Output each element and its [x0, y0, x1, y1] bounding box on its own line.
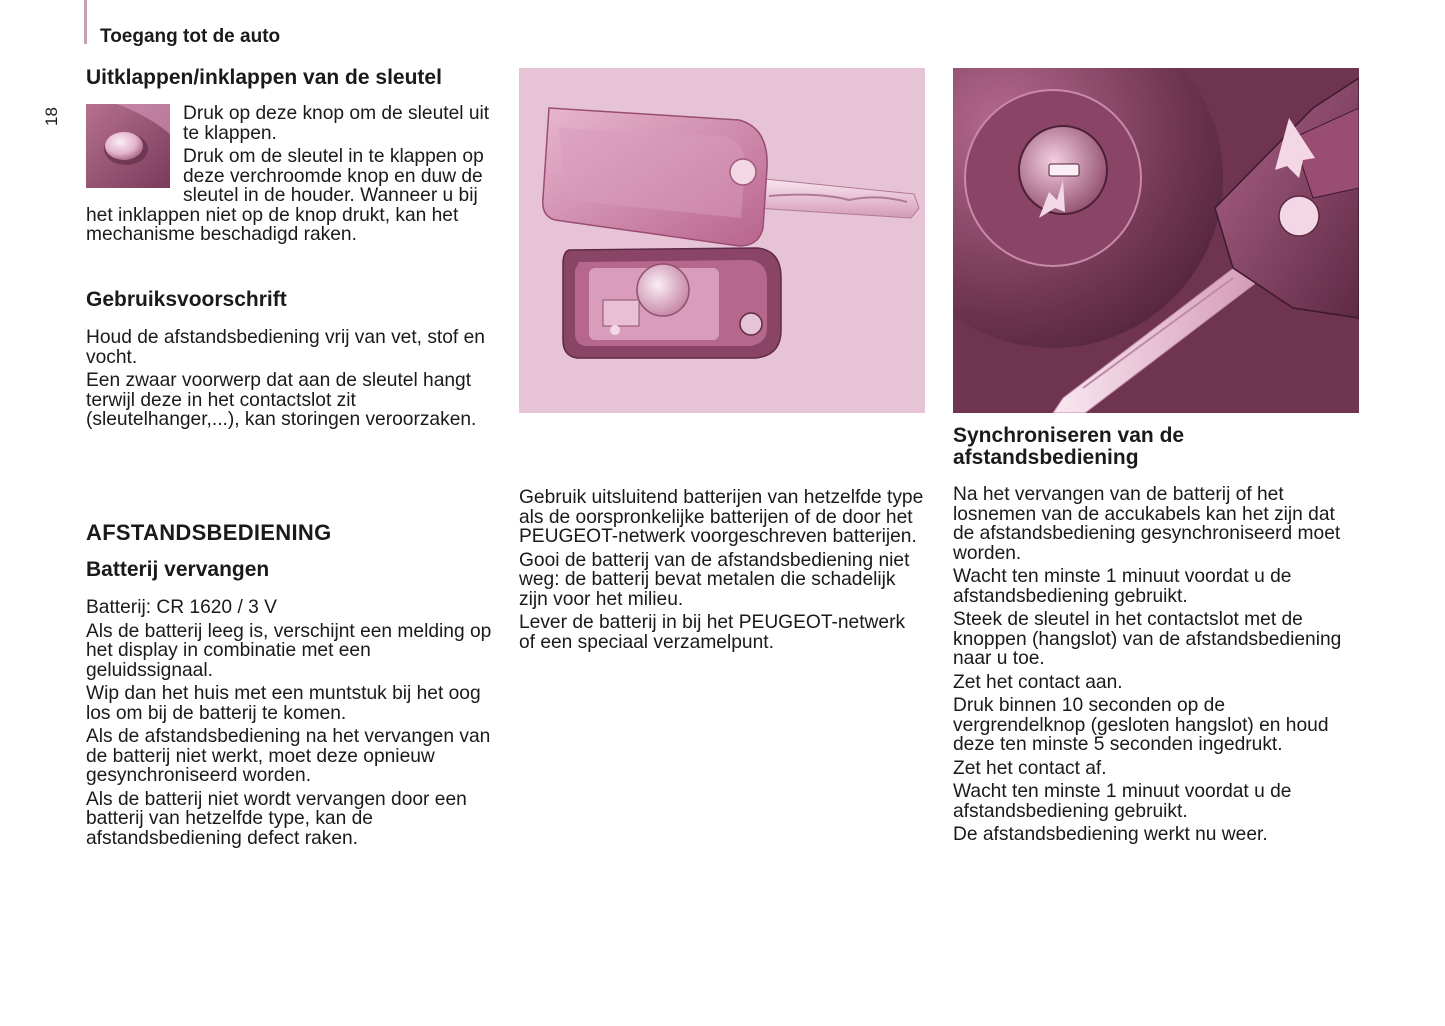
page-number: 18	[42, 107, 61, 126]
fold-heading: Uitklappen/inklappen van de sleutel	[86, 66, 442, 89]
battery-text-3: Wip dan het huis met een muntstuk bij het oog los om bij de batterij te komen.	[86, 683, 481, 724]
battery-notes	[519, 488, 925, 656]
battery-heading: Batterij vervangen	[86, 558, 270, 581]
battery-text-4: Als de afstandsbediening na het vervangen van de batterij niet werkt, moet deze opnieuw gesynchroniseerd worden.	[86, 726, 491, 786]
col3-text-1: Na het vervangen van de batterij of het losnemen van de accukabels kan het zijn dat de afstandsbediening gesynchroniseerd moet worden.	[953, 484, 1341, 564]
usage-heading: Gebruiksvoorschrift	[86, 288, 287, 311]
col2-text-2: Gooi de batterij van de afstandsbediening niet weg: de batterij bevat metalen die schadelijk zijn voor het milieu.	[519, 549, 910, 610]
sync-section	[953, 425, 1359, 849]
col3-text-6: Zet het contact af.	[953, 757, 1107, 779]
section-title: Toegang tot de auto	[100, 26, 281, 47]
usage-text-2: Een zwaar voorwerp dat aan de sleutel hangt terwijl deze in het contactslot zit (sleutelhanger,...), kan storingen veroorzaken.	[86, 370, 477, 430]
col3-text-8: De afstandsbediening werkt nu weer.	[953, 824, 1268, 845]
key-battery-illustration	[519, 68, 925, 413]
usage-section	[86, 288, 498, 434]
col3-text-7: Wacht ten minste 1 minuut voordat u de afstandsbediening gebruikt.	[953, 781, 1292, 822]
battery-text-5: Als de batterij niet wordt vervangen door een batterij van hetzelfde type, kan de afstandsbediening defect raken.	[86, 788, 467, 849]
sync-heading: Synchroniseren van de afstandsbediening	[953, 424, 1185, 469]
key-button-thumbnail	[86, 104, 170, 188]
col3-text-5: Druk binnen 10 seconden op de vergrendelknop (gesloten hangslot) en houd deze ten minste 5 seconden ingedrukt.	[953, 695, 1329, 755]
ignition-key-illustration	[953, 68, 1359, 413]
col2-text-3: Lever de batterij in bij het PEUGEOT-netwerk of een speciaal verzamelpunt.	[519, 612, 906, 653]
col2-text-1: Gebruik uitsluitend batterijen van hetzelfde type als de oorspronkelijke batterijen of de door het PEUGEOT-netwerk voorgeschreven batterijen.	[519, 487, 924, 547]
fold-text-2: Druk om de sleutel in te klappen op deze verchroomde knop en duw de sleutel in de houder. Wanneer u bij het inklappen niet op de knop drukt, kan het mechanisme beschadigd raken.	[86, 146, 484, 245]
col3-text-4: Zet het contact aan.	[953, 671, 1123, 693]
fold-section	[86, 66, 498, 249]
col3-text-2: Wacht ten minste 1 minuut voordat u de afstandsbediening gebruikt.	[953, 566, 1292, 607]
fold-text-1: Druk op deze knop om de sleutel uit te klappen.	[183, 103, 490, 144]
usage-text-1: Houd de afstandsbediening vrij van vet, stof en vocht.	[86, 327, 485, 368]
col3-text-3: Steek de sleutel in het contactslot met de knoppen (hangslot) van de afstandsbediening naar u toe.	[953, 609, 1342, 669]
section-bar	[84, 0, 87, 44]
remote-section	[86, 520, 498, 852]
battery-text-2: Als de batterij leeg is, verschijnt een melding op het display in combinatie met een geluidssignaal.	[86, 620, 492, 681]
battery-text-1: Batterij: CR 1620 / 3 V	[86, 597, 277, 618]
remote-heading: AFSTANDSBEDIENING	[86, 520, 332, 545]
